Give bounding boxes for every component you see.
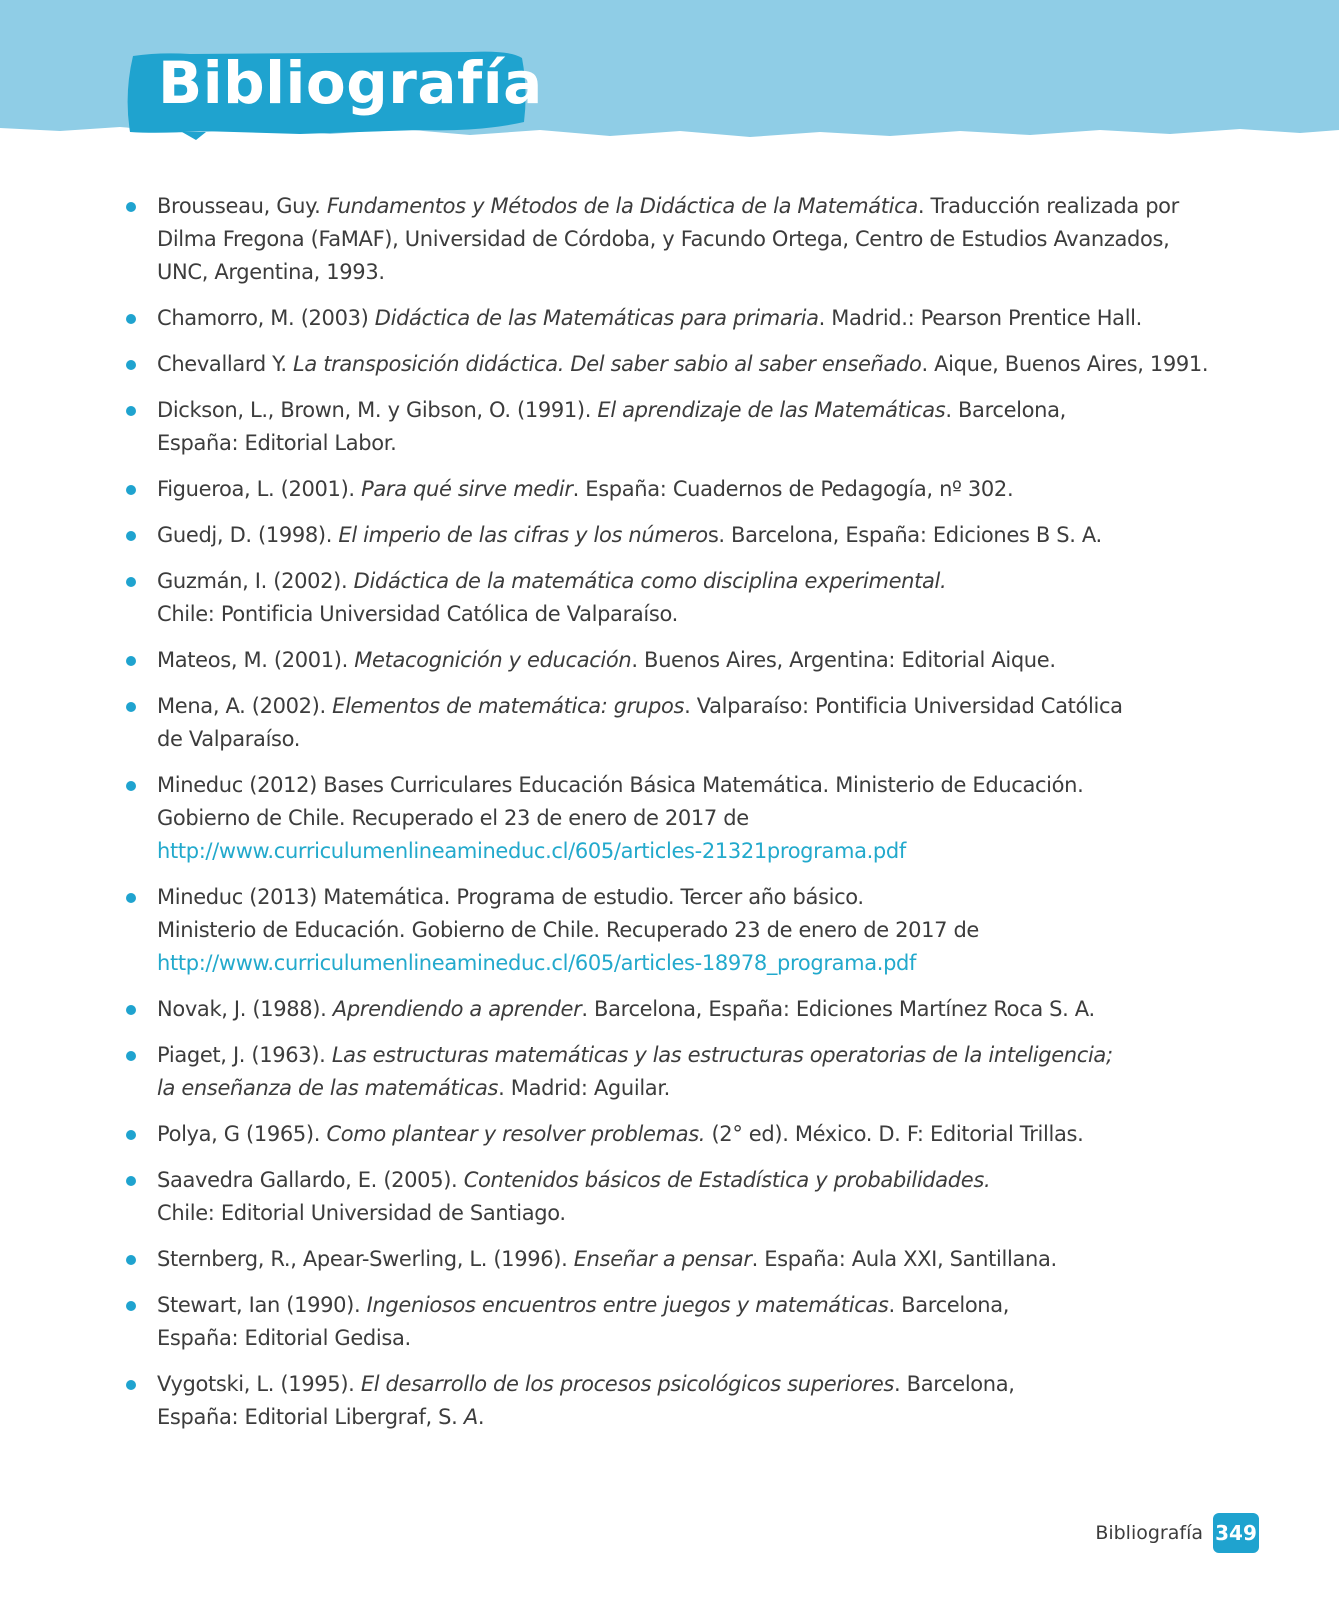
work-title: Fundamentos y Métodos de la Didáctica de la Matemática — [326, 194, 918, 218]
work-title: La transposición didáctica. Del saber sabio al saber enseñado — [293, 352, 922, 376]
work-title: Para qué sirve medir — [361, 477, 573, 501]
bibliography-entry — [126, 644, 1216, 677]
entry-text: . Buenos Aires, Argentina: Editorial Aique. — [631, 648, 1056, 672]
bibliography-entry — [126, 881, 1216, 980]
entry-text: Mineduc (2012) Bases Curriculares Educación Básica Matemática. Ministerio de Educación. — [157, 773, 1084, 797]
bullet-icon — [126, 577, 136, 587]
bullet-icon — [126, 1005, 136, 1015]
entry-text: (2° ed). México. D. F: Editorial Trillas. — [705, 1122, 1084, 1146]
entry-text: Chamorro, M. (2003) — [157, 306, 375, 330]
entry-line — [157, 690, 1216, 723]
entry-text: Novak, J. (1988). — [157, 997, 333, 1021]
work-title: El desarrollo de los procesos psicológicos superiores — [360, 1372, 894, 1396]
bibliography-entry — [126, 1243, 1216, 1276]
entry-line — [157, 914, 1216, 947]
entry-line — [157, 598, 1216, 631]
work-title: Aprendiendo a aprender — [332, 997, 582, 1021]
bibliography-entry — [126, 302, 1216, 335]
entry-text: España: Editorial Labor. — [157, 431, 397, 455]
footer-label: Bibliografía — [1095, 1522, 1203, 1544]
entry-text: . — [477, 1405, 485, 1429]
entry-text: Polya, G (1965). — [157, 1122, 327, 1146]
entry-line — [157, 1368, 1216, 1401]
bullet-icon — [126, 1301, 136, 1311]
bibliography-entry — [126, 1118, 1216, 1151]
entry-line — [157, 723, 1216, 756]
entry-line — [157, 1164, 1216, 1197]
bullet-icon — [126, 531, 136, 541]
bibliography-entry — [126, 993, 1216, 1026]
entry-text: UNC, Argentina, 1993. — [157, 260, 385, 284]
bullet-icon — [126, 781, 136, 791]
entry-line — [157, 394, 1216, 427]
entry-text: España: Editorial Gedisa. — [157, 1326, 411, 1350]
entry-text: Dilma Fregona (FaMAF), Universidad de Córdoba, y Facundo Ortega, Centro de Estudios Avanzados, — [157, 227, 1170, 251]
bibliography-list — [126, 190, 1216, 1447]
entry-text: Vygotski, L. (1995). — [157, 1372, 361, 1396]
entry-text: . Aique, Buenos Aires, 1991. — [921, 352, 1209, 376]
entry-text: de Valparaíso. — [157, 727, 301, 751]
bullet-icon — [126, 485, 136, 495]
title-tab — [0, 0, 1339, 160]
entry-line — [157, 190, 1216, 223]
bullet-icon — [126, 893, 136, 903]
bullet-icon — [126, 202, 136, 212]
entry-text: Guzmán, I. (2002). — [157, 569, 354, 593]
entry-text: Mateos, M. (2001). — [157, 648, 355, 672]
entry-line — [157, 1243, 1216, 1276]
entry-line — [157, 1118, 1216, 1151]
entry-line — [157, 519, 1216, 552]
entry-text: . Barcelona, — [888, 1293, 1010, 1317]
work-title: Ingeniosos encuentros entre juegos y matemáticas — [366, 1293, 889, 1317]
entry-line — [157, 644, 1216, 677]
entry-text: Ministerio de Educación. Gobierno de Chile. Recuperado 23 de enero de 2017 de — [157, 918, 980, 942]
entry-line — [157, 835, 1216, 868]
entry-text: Saavedra Gallardo, E. (2005). — [157, 1168, 464, 1192]
entry-text: . España: Aula XXI, Santillana. — [751, 1247, 1057, 1271]
entry-text: Guedj, D. (1998). — [157, 523, 339, 547]
bullet-icon — [126, 1130, 136, 1140]
entry-text: España: Editorial Libergraf, S. — [157, 1405, 464, 1429]
entry-line — [157, 769, 1216, 802]
entry-text: . Valparaíso: Pontificia Universidad Católica — [684, 694, 1123, 718]
entry-text: Gobierno de Chile. Recuperado el 23 de enero de 2017 de — [157, 806, 749, 830]
work-title: Las estructuras matemáticas y las estructuras operatorias de la inteligencia; — [331, 1043, 1113, 1067]
reference-link[interactable]: http://www.curriculumenlineamineduc.cl/605/articles-18978_programa.pdf — [157, 951, 917, 975]
bibliography-entry — [126, 1164, 1216, 1230]
entry-text: . España: Cuadernos de Pedagogía, nº 302. — [572, 477, 1014, 501]
entry-line — [157, 223, 1216, 256]
entry-text: . Barcelona, — [945, 398, 1066, 422]
entry-text: Figueroa, L. (2001). — [157, 477, 362, 501]
bibliography-entry — [126, 519, 1216, 552]
entry-text: Chile: Pontificia Universidad Católica de Valparaíso. — [157, 602, 678, 626]
entry-text: Chile: Editorial Universidad de Santiago. — [157, 1201, 566, 1225]
entry-text: Mena, A. (2002). — [157, 694, 333, 718]
entry-line — [157, 473, 1216, 506]
bibliography-entry — [126, 394, 1216, 460]
entry-text: . Barcelona, — [894, 1372, 1015, 1396]
entry-line — [157, 881, 1216, 914]
bullet-icon — [126, 360, 136, 370]
entry-line — [157, 1401, 1216, 1434]
work-title: Didáctica de las Matemáticas para primaria — [374, 306, 819, 330]
entry-text: . Madrid: Aguilar. — [498, 1076, 670, 1100]
entry-text: Piaget, J. (1963). — [157, 1043, 332, 1067]
bullet-icon — [126, 1380, 136, 1390]
entry-text: . Barcelona, España: Ediciones Martínez Roca S. A. — [581, 997, 1095, 1021]
entry-line — [157, 302, 1216, 335]
entry-text: Mineduc (2013) Matemática. Programa de estudio. Tercer año básico. — [157, 885, 864, 909]
work-title: Como plantear y resolver problemas. — [326, 1122, 706, 1146]
entry-line — [157, 565, 1216, 598]
work-title: la enseñanza de las matemáticas — [157, 1076, 499, 1100]
reference-link[interactable]: http://www.curriculumenlineamineduc.cl/605/articles-21321programa.pdf — [157, 839, 906, 863]
bibliography-entry — [126, 565, 1216, 631]
entry-text: Brousseau, Guy. — [157, 194, 327, 218]
entry-line — [157, 1289, 1216, 1322]
bullet-icon — [126, 702, 136, 712]
work-title: El aprendizaje de las Matemáticas — [597, 398, 946, 422]
entry-text: s. Barcelona, España: Ediciones B S. A. — [707, 523, 1102, 547]
entry-text: Sternberg, R., Apear-Swerling, L. (1996). — [157, 1247, 574, 1271]
bibliography-entry — [126, 473, 1216, 506]
entry-text: Stewart, Ian (1990). — [157, 1293, 367, 1317]
work-title: Didáctica de la matemática como disciplina experimental. — [353, 569, 947, 593]
bibliography-entry — [126, 1039, 1216, 1105]
work-title: El imperio de las cifras y los número — [338, 523, 708, 547]
work-title: Enseñar a pensar — [573, 1247, 752, 1271]
entry-line — [157, 993, 1216, 1026]
bullet-icon — [126, 656, 136, 666]
entry-line — [157, 256, 1216, 289]
entry-text: . Madrid.: Pearson Prentice Hall. — [818, 306, 1142, 330]
entry-line — [157, 802, 1216, 835]
entry-line — [157, 1197, 1216, 1230]
entry-line — [157, 1072, 1216, 1105]
work-title: Metacognición y educación — [354, 648, 632, 672]
entry-line — [157, 427, 1216, 460]
page-number-badge: 349 — [1213, 1513, 1259, 1553]
bibliography-entry — [126, 1289, 1216, 1355]
entry-line — [157, 947, 1216, 980]
bibliography-entry — [126, 348, 1216, 381]
entry-text: Dickson, L., Brown, M. y Gibson, O. (1991). — [157, 398, 598, 422]
entry-line — [157, 1322, 1216, 1355]
work-title: Elementos de matemática: grupos — [332, 694, 685, 718]
page-footer — [1095, 1512, 1259, 1554]
entry-line — [157, 1039, 1216, 1072]
entry-line — [157, 348, 1216, 381]
work-title: A — [463, 1405, 478, 1429]
entry-text: . Traducción realizada por — [917, 194, 1179, 218]
bibliography-entry — [126, 190, 1216, 289]
bullet-icon — [126, 314, 136, 324]
work-title: Contenidos básicos de Estadística y probabilidades. — [463, 1168, 991, 1192]
bibliography-entry — [126, 690, 1216, 756]
bullet-icon — [126, 1255, 136, 1265]
entry-text: Chevallard Y. — [157, 352, 294, 376]
bullet-icon — [126, 1176, 136, 1186]
page-title: Bibliografía — [158, 49, 543, 117]
bullet-icon — [126, 406, 136, 416]
bibliography-entry — [126, 1368, 1216, 1434]
bibliography-entry — [126, 769, 1216, 868]
bullet-icon — [126, 1051, 136, 1061]
